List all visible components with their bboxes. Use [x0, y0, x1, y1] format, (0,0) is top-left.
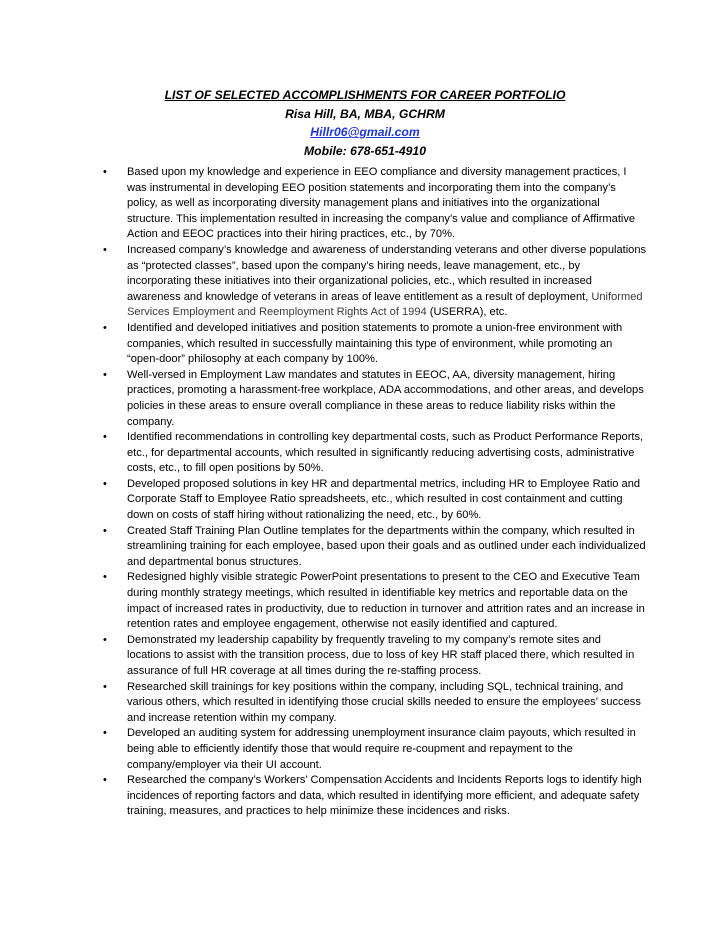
list-item-text: Identified and developed initiatives and position statements to promote a union-free environment with companies, which resulted in successfully maintaining this type of environment, while promoting an “open-door” philosophy at each company by 100%.	[127, 321, 623, 366]
list-item-text	[127, 243, 647, 321]
mobile-number: Mobile: 678-651-4910	[304, 143, 426, 158]
list-item-text: Developed an auditing system for addressing unemployment insurance claim payouts, which resulted in being able to efficiently identify those that would require re-coupment and repayment to the company/employer via their UI account.	[127, 727, 636, 771]
list-item-text: Developed proposed solutions in key HR and departmental metrics, including HR to Employee Ratio and Corporate Staff to Employee Ratio spreadsheets, etc., which resulted in cost containment and cutting down on costs of staff hiring without rationalizing the need, etc., by 60%.	[127, 477, 641, 522]
list-item-text: Researched skill trainings for key positions within the company, including SQL, technical training, and various others, which resulted in identifying those crucial skills needed to ensure the employees’ success and increase retention within my company.	[127, 680, 641, 724]
list-item	[0, 368, 647, 430]
document-title: LIST OF SELECTED ACCOMPLISHMENTS FOR CAREER PORTFOLIO	[164, 88, 566, 102]
list-item	[0, 243, 647, 321]
list-item-text: Well-versed in Employment Law mandates and statutes in EEOC, AA, diversity management, hiring practices, promoting a harassment-free workplace, ADA accommodations, and other areas, and develops policies in these areas to ensure overall compliance in these areas to reduce liability risks within the company.	[127, 368, 644, 428]
document-header	[100, 86, 630, 160]
list-item-text-part: (USERRA), etc.	[426, 306, 508, 319]
bullet-icon: •	[103, 524, 107, 537]
bullet-icon: •	[103, 680, 107, 693]
list-item	[0, 570, 647, 632]
list-item	[0, 165, 647, 243]
list-item	[0, 321, 647, 368]
list-item-text: Based upon my knowledge and experience in EEO compliance and diversity management practices, I was instrumental in developing EEO position statements and incorporating them into the company’s policy, as well as incorporating diversity management plans and initiatives into the organizational structure. This implementation resulted in increasing the company’s value and compliance of Affirmative Action and EEOC practices into their hiring practices, etc., by 70%.	[127, 166, 636, 241]
bullet-icon: •	[103, 431, 107, 444]
bullet-icon: •	[103, 727, 107, 740]
bullet-icon: •	[103, 166, 107, 178]
list-item	[0, 726, 647, 773]
email-link[interactable]: Hillr06@gmail.com	[310, 125, 420, 140]
list-item-text: Identified recommendations in controlling key departmental costs, such as Product Performance Reports, etc., for departmental accounts, which resulted in significantly reducing advertising costs, administrative costs, etc., to fill open positions by 50%.	[127, 431, 644, 475]
bullet-icon: •	[103, 243, 107, 256]
accomplishments-list	[0, 165, 728, 820]
list-item-text: Researched the company’s Workers’ Compensation Accidents and Incidents Reports logs to identify high incidences of reporting factors and data, which resulted in identifying more efficient, and adequate safety training, measures, and practices to help minimize these incidences and risks.	[127, 774, 642, 818]
bullet-icon: •	[103, 368, 107, 381]
statute-name: Uniformed Services Employment and Reemployment Rights Act of 1994	[127, 290, 643, 319]
list-item-text: Redesigned highly visible strategic PowerPoint presentations to present to the CEO and Executive Team during monthly strategy meetings, which resulted in identifiable key metrics and reportable data on the impact of increased rates in productivity, due to reduction in turnover and attrition rates and an increase in retention rates and employee engagement, otherwise not easily identified and captured.	[127, 571, 645, 631]
list-item	[0, 524, 647, 571]
list-item	[0, 633, 647, 680]
bullet-icon: •	[103, 774, 107, 787]
list-item-text-part: Increased company’s knowledge and awareness of understanding veterans and other diverse populations as “protected classes”, based upon the company’s hiring needs, leave management, etc., by incorporating these initiatives into their organizational policies, etc., which resulted in increased awareness and knowledge of veterans in areas of leave entitlement as a result of deployment,	[127, 243, 647, 303]
list-item	[0, 430, 647, 477]
list-item-text: Created Staff Training Plan Outline templates for the departments within the company, which resulted in streamlining training for each employee, based upon their goals and as outlined under each individualized and departmental bonus structures.	[127, 524, 646, 568]
bullet-icon: •	[103, 321, 107, 334]
bullet-icon: •	[103, 633, 107, 646]
bullet-icon: •	[103, 477, 107, 490]
list-item	[0, 680, 647, 727]
list-item	[0, 773, 647, 820]
list-item-text: Demonstrated my leadership capability by frequently traveling to my company’s remote sites and locations to assist with the transition process, due to loss of key HR staff placed there, which resulted in assurance of full HR coverage at all times during the re-staffing process.	[127, 633, 635, 677]
bullet-icon: •	[103, 571, 107, 584]
list-item	[0, 477, 647, 524]
author-name: Risa Hill, BA, MBA, GCHRM	[285, 106, 445, 121]
